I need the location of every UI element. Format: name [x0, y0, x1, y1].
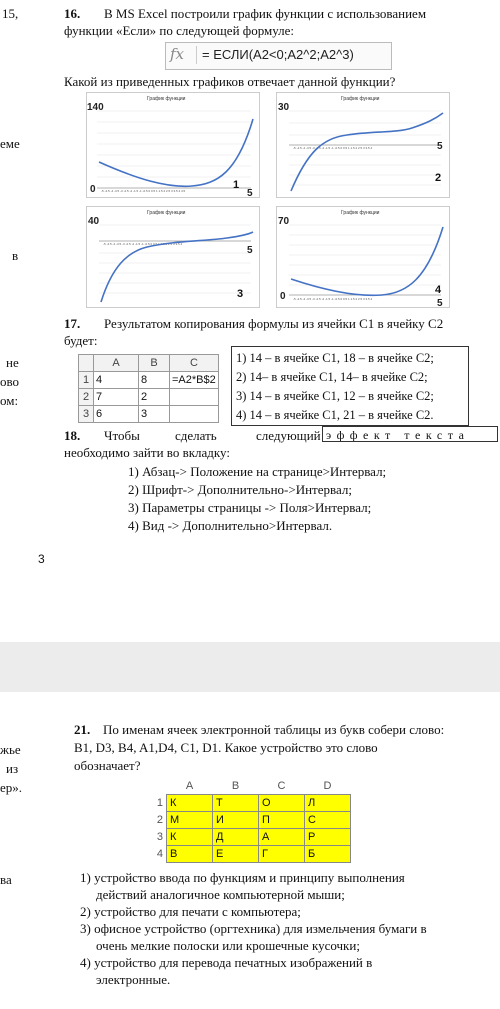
- margin-fragment: ер».: [0, 780, 23, 795]
- chart-2-ymax: 30: [278, 102, 290, 113]
- q18-word: следующий: [256, 428, 321, 443]
- chart-4: [276, 206, 450, 308]
- cell: [170, 389, 219, 406]
- q17-option-4: 4) 14 – в ячейке C1, 21 – в ячейке C2.: [236, 408, 434, 422]
- margin-fragment: ом:: [0, 393, 19, 408]
- q18-number: 18.: [64, 428, 81, 443]
- cell: 8: [139, 372, 170, 389]
- chart-2-title: График функции: [341, 96, 380, 102]
- q18-option-3: 3) Параметры страницы -> Поля>Интервал;: [128, 500, 372, 515]
- q21-option-3: 3) офисное устройство (оргтехника) для измельчения бумаги в: [80, 921, 427, 936]
- cell: Е: [213, 846, 259, 863]
- chart-3-xend: 5: [247, 245, 253, 256]
- q17-spreadsheet: [78, 354, 219, 423]
- q21-option-1-cont: действий аналогичное компьютерной мыши;: [96, 887, 345, 902]
- col-header: A: [94, 355, 139, 372]
- cell: [170, 406, 219, 423]
- table-row: 2 М И П С: [148, 812, 351, 829]
- svg-text:-5 -4.5 -4 -3.5 -3 -2.5 -2 -1.: -5 -4.5 -4 -3.5 -3 -2.5 -2 -1.5 -1 -0.5 0 0.5 1 1.5 2 2.5 3 3.5 4: [103, 242, 183, 246]
- cell: А: [259, 829, 305, 846]
- col-header: B: [139, 355, 170, 372]
- chart-3-title: График функции: [147, 210, 186, 216]
- q21-option-4: 4) устройство для перевода печатных изображений в: [80, 955, 373, 970]
- chart-1-title: График функции: [147, 96, 186, 102]
- cell: К: [167, 829, 213, 846]
- page-number: 3: [38, 552, 45, 566]
- col-header: A: [185, 780, 194, 792]
- cell: Д: [213, 829, 259, 846]
- cell: 6: [94, 406, 139, 423]
- cell: Л: [305, 795, 351, 812]
- chart-4-y0: 0: [280, 291, 286, 302]
- table-row: 1 К Т О Л: [148, 795, 351, 812]
- table-row: 4 В Е Г Б: [148, 846, 351, 863]
- chart-1-xend: 5: [247, 188, 253, 197]
- formula-text: = ЕСЛИ(A2<0;A2^2;A2^3): [202, 47, 354, 62]
- q17-number: 17.: [64, 316, 81, 331]
- q16-number: 16.: [64, 6, 81, 21]
- col-header: C: [170, 355, 219, 372]
- q21-text-line2: B1, D3, B4, A1,D4, C1, D1. Какое устройство это слово: [74, 740, 378, 755]
- q21-text-line3: обозначает?: [74, 758, 141, 773]
- margin-fragment: 15,: [2, 6, 19, 21]
- cell: 4: [94, 372, 139, 389]
- q21-option-1: 1) устройство ввода по функциям и принципу выполнения: [80, 870, 405, 885]
- q21-number: 21.: [74, 722, 91, 737]
- cell: 7: [94, 389, 139, 406]
- q18-word: Чтобы: [104, 428, 140, 443]
- chart-3-ymax: 40: [88, 216, 100, 227]
- q21-option-4-cont: электронные.: [96, 972, 171, 987]
- chart-3: [86, 206, 260, 308]
- page-separator: [0, 642, 500, 692]
- svg-text:-5 -4.5 -4 -3.5 -3 -2.5 -2 -1.: -5 -4.5 -4 -3.5 -3 -2.5 -2 -1.5 -1 -0.5 0 0.5 1 1.5 2 2.5 3 3.5 4 4.5: [101, 189, 186, 193]
- chart-1-ymax: 140: [87, 102, 104, 113]
- q21-option-2: 2) устройство для печати с компьютера;: [80, 904, 301, 919]
- q17-option-2: 2) 14– в ячейке C1, 14– в ячейке C2;: [236, 370, 428, 384]
- chart-1: [86, 92, 260, 198]
- col-header: D: [323, 780, 332, 792]
- margin-fragment: ово: [0, 374, 20, 389]
- cell: В: [167, 846, 213, 863]
- table-row: 1 4 8 =A2*B$2: [79, 372, 219, 389]
- chart-4-ymax: 70: [278, 216, 290, 227]
- q16-text-line1: В MS Excel построили график функции с использованием: [104, 6, 427, 21]
- table-row: 2 7 2: [79, 389, 219, 406]
- q21-spreadsheet: [148, 778, 351, 863]
- chart-4-title: График функции: [341, 210, 380, 216]
- q17-text-line1: Результатом копирования формулы из ячейки C1 в ячейку C2: [104, 316, 444, 331]
- chart-3-number: 3: [237, 288, 244, 300]
- q18-option-2: 2) Шрифт-> Дополнительно->Интервал;: [128, 482, 352, 497]
- q18-effect-text: эффект текста: [322, 426, 498, 442]
- cell: И: [213, 812, 259, 829]
- svg-text:-5 -4.5 -4 -3.5 -3 -2.5 -2 -1.: -5 -4.5 -4 -3.5 -3 -2.5 -2 -1.5 -1 -0.5 0 0.5 1 1.5 2 2.5 3 3.5 4: [293, 146, 373, 150]
- table-row: 3 К Д А Р: [148, 829, 351, 846]
- cell: 3: [139, 406, 170, 423]
- cell: М: [167, 812, 213, 829]
- cell: Т: [213, 795, 259, 812]
- col-header: C: [277, 780, 286, 792]
- chart-1-y0: 0: [90, 184, 96, 195]
- q21-option-3-cont: очень мелкие полоски или крошечные кусочки;: [96, 938, 360, 953]
- q16-question: Какой из приведенных графиков отвечает данной функции?: [64, 74, 396, 89]
- col-header: B: [231, 780, 240, 792]
- svg-text:-5 -4.5 -4 -3.5 -3 -2.5 -2 -1.: -5 -4.5 -4 -3.5 -3 -2.5 -2 -1.5 -1 -0.5 0 0.5 1 1.5 2 2.5 3 3.5 4: [293, 297, 373, 301]
- q16-text-line2: функции «Если» по следующей формуле:: [64, 23, 295, 38]
- cell: С: [305, 812, 351, 829]
- cell: Г: [259, 846, 305, 863]
- q17-text-line2: будет:: [64, 333, 98, 348]
- q17-option-1: 1) 14 – в ячейке C1, 18 – в ячейке C2;: [236, 351, 434, 365]
- cell: О: [259, 795, 305, 812]
- chart-4-number: 4: [435, 284, 442, 296]
- fx-icon: fx: [170, 46, 197, 64]
- q18-word: сделать: [175, 428, 217, 443]
- cell: =A2*B$2: [170, 372, 219, 389]
- cell: 2: [139, 389, 170, 406]
- cell: К: [167, 795, 213, 812]
- cell: Б: [305, 846, 351, 863]
- margin-fragment: не: [6, 355, 19, 370]
- cell: Р: [305, 829, 351, 846]
- cell: П: [259, 812, 305, 829]
- margin-fragment: жье: [0, 742, 21, 757]
- chart-2-xend: 5: [437, 141, 443, 152]
- margin-fragment: еме: [0, 136, 20, 151]
- q17-option-3: 3) 14 – в ячейке C1, 12 – в ячейке C2;: [236, 389, 434, 403]
- margin-fragment: в: [12, 248, 19, 263]
- chart-2-number: 2: [435, 172, 442, 184]
- formula-bar: [165, 42, 392, 70]
- chart-4-xend: 5: [437, 298, 443, 307]
- margin-fragment: ва: [0, 872, 12, 887]
- chart-2: [276, 92, 450, 198]
- margin-fragment: из: [6, 761, 19, 776]
- table-row: 3 6 3: [79, 406, 219, 423]
- q18-option-1: 1) Абзац-> Положение на странице>Интервал;: [128, 464, 387, 479]
- q21-text-line1: По именам ячеек электронной таблицы из букв собери слово:: [103, 722, 445, 737]
- q18-option-4: 4) Вид -> Дополнительно>Интервал.: [128, 518, 333, 533]
- q18-text-line2: необходимо зайти во вкладку:: [64, 445, 230, 460]
- chart-1-number: 1: [233, 179, 240, 191]
- q17-options: [231, 346, 469, 426]
